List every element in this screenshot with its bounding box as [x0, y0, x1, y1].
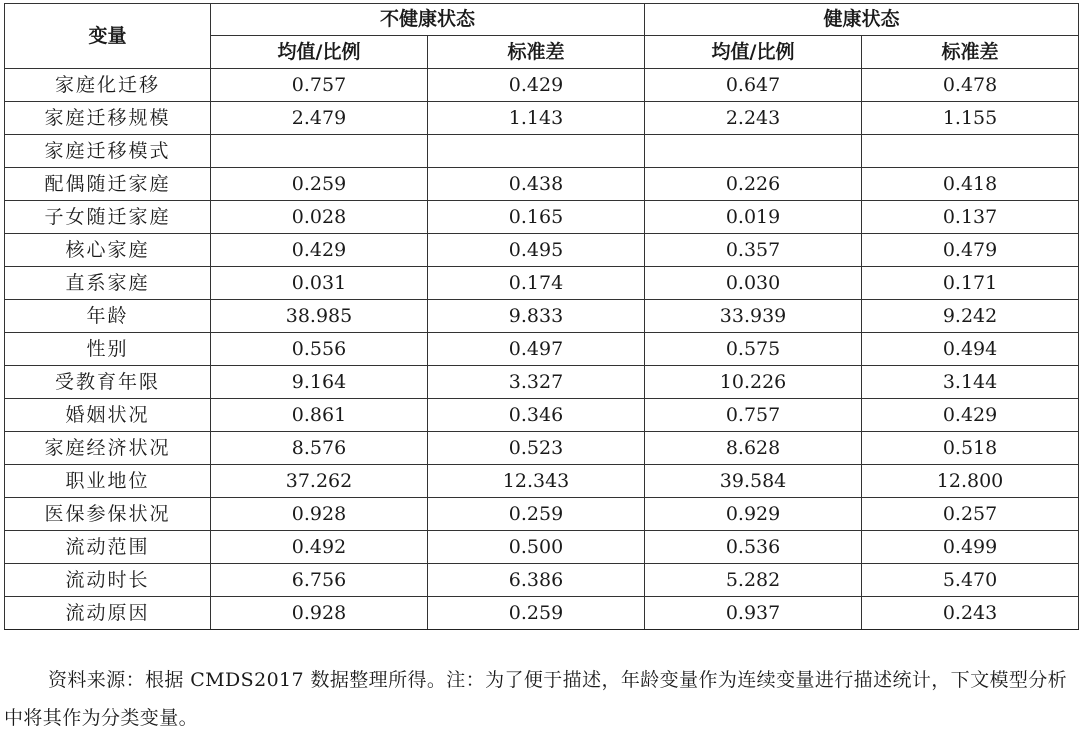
cell-mean-healthy: 33.939	[645, 300, 862, 333]
header-mean-unhealthy: 均值/比例	[211, 36, 428, 69]
cell-sd-healthy: 0.429	[862, 399, 1079, 432]
cell-sd-healthy	[862, 135, 1079, 168]
cell-sd-unhealthy: 0.346	[428, 399, 645, 432]
cell-mean-unhealthy	[211, 135, 428, 168]
table-body	[5, 69, 1079, 630]
cell-sd-unhealthy: 12.343	[428, 465, 645, 498]
cell-sd-healthy: 0.171	[862, 267, 1079, 300]
cell-sd-healthy: 12.800	[862, 465, 1079, 498]
table-row	[5, 135, 1079, 168]
row-label: 流动原因	[5, 597, 211, 630]
row-label: 医保参保状况	[5, 498, 211, 531]
cell-mean-healthy: 0.575	[645, 333, 862, 366]
cell-sd-healthy: 1.155	[862, 102, 1079, 135]
header-variable: 变量	[5, 4, 211, 69]
row-label: 婚姻状况	[5, 399, 211, 432]
row-label: 流动时长	[5, 564, 211, 597]
cell-mean-healthy: 0.929	[645, 498, 862, 531]
cell-mean-healthy: 0.757	[645, 399, 862, 432]
cell-mean-healthy: 2.243	[645, 102, 862, 135]
cell-sd-healthy: 9.242	[862, 300, 1079, 333]
cell-mean-healthy: 8.628	[645, 432, 862, 465]
cell-mean-healthy: 0.937	[645, 597, 862, 630]
row-label: 家庭迁移规模	[5, 102, 211, 135]
row-label: 家庭经济状况	[5, 432, 211, 465]
table-row	[5, 432, 1079, 465]
table-row	[5, 102, 1079, 135]
table-row	[5, 597, 1079, 630]
cell-mean-unhealthy: 0.556	[211, 333, 428, 366]
cell-mean-unhealthy: 0.259	[211, 168, 428, 201]
table-row	[5, 366, 1079, 399]
cell-sd-unhealthy: 0.174	[428, 267, 645, 300]
header-group-unhealthy: 不健康状态	[211, 4, 645, 36]
cell-sd-healthy: 0.518	[862, 432, 1079, 465]
cell-mean-healthy: 39.584	[645, 465, 862, 498]
row-label: 配偶随迁家庭	[5, 168, 211, 201]
cell-mean-unhealthy: 0.928	[211, 498, 428, 531]
table-row	[5, 498, 1079, 531]
cell-mean-unhealthy: 0.861	[211, 399, 428, 432]
row-label: 受教育年限	[5, 366, 211, 399]
cell-mean-unhealthy: 0.031	[211, 267, 428, 300]
cell-sd-unhealthy: 9.833	[428, 300, 645, 333]
row-label: 直系家庭	[5, 267, 211, 300]
cell-mean-unhealthy: 6.756	[211, 564, 428, 597]
cell-mean-healthy: 0.226	[645, 168, 862, 201]
cell-sd-unhealthy: 0.259	[428, 597, 645, 630]
row-label: 职业地位	[5, 465, 211, 498]
cell-sd-unhealthy: 0.523	[428, 432, 645, 465]
row-label: 子女随迁家庭	[5, 201, 211, 234]
cell-mean-unhealthy: 37.262	[211, 465, 428, 498]
table-row	[5, 69, 1079, 102]
row-label: 性别	[5, 333, 211, 366]
cell-mean-healthy: 0.357	[645, 234, 862, 267]
row-label: 年龄	[5, 300, 211, 333]
table-row	[5, 234, 1079, 267]
cell-mean-unhealthy: 9.164	[211, 366, 428, 399]
cell-mean-healthy: 5.282	[645, 564, 862, 597]
cell-sd-unhealthy: 0.438	[428, 168, 645, 201]
cell-mean-unhealthy: 0.757	[211, 69, 428, 102]
cell-mean-healthy: 0.030	[645, 267, 862, 300]
cell-sd-healthy: 0.243	[862, 597, 1079, 630]
cell-sd-unhealthy: 0.165	[428, 201, 645, 234]
cell-sd-healthy: 0.257	[862, 498, 1079, 531]
cell-mean-unhealthy: 0.928	[211, 597, 428, 630]
cell-sd-healthy: 0.494	[862, 333, 1079, 366]
cell-sd-unhealthy: 0.497	[428, 333, 645, 366]
header-sd-unhealthy: 标准差	[428, 36, 645, 69]
cell-sd-healthy: 0.137	[862, 201, 1079, 234]
cell-mean-healthy	[645, 135, 862, 168]
cell-sd-healthy: 5.470	[862, 564, 1079, 597]
cell-sd-unhealthy: 6.386	[428, 564, 645, 597]
cell-sd-unhealthy: 1.143	[428, 102, 645, 135]
cell-mean-unhealthy: 8.576	[211, 432, 428, 465]
descriptive-stats-table	[4, 3, 1079, 630]
cell-mean-unhealthy: 2.479	[211, 102, 428, 135]
table-row	[5, 300, 1079, 333]
cell-sd-healthy: 0.499	[862, 531, 1079, 564]
table-row	[5, 564, 1079, 597]
table-row	[5, 399, 1079, 432]
cell-mean-unhealthy: 0.492	[211, 531, 428, 564]
row-label: 家庭迁移模式	[5, 135, 211, 168]
header-mean-healthy: 均值/比例	[645, 36, 862, 69]
table-row	[5, 333, 1079, 366]
table-row	[5, 531, 1079, 564]
table-row	[5, 267, 1079, 300]
row-label: 家庭化迁移	[5, 69, 211, 102]
table-row	[5, 201, 1079, 234]
cell-sd-unhealthy: 0.259	[428, 498, 645, 531]
cell-sd-healthy: 0.418	[862, 168, 1079, 201]
table-row	[5, 465, 1079, 498]
cell-mean-healthy: 0.647	[645, 69, 862, 102]
header-group-healthy: 健康状态	[645, 4, 1079, 36]
cell-mean-healthy: 0.019	[645, 201, 862, 234]
cell-mean-unhealthy: 0.429	[211, 234, 428, 267]
cell-sd-unhealthy	[428, 135, 645, 168]
cell-mean-unhealthy: 0.028	[211, 201, 428, 234]
cell-sd-healthy: 0.478	[862, 69, 1079, 102]
header-sd-healthy: 标准差	[862, 36, 1079, 69]
row-label: 核心家庭	[5, 234, 211, 267]
source-note: 资料来源：根据 CMDS2017 数据整理所得。注：为了便于描述，年龄变量作为连续变量进行描述统计，下文模型分析中将其作为分类变量。	[4, 669, 1068, 729]
cell-mean-healthy: 0.536	[645, 531, 862, 564]
table-row	[5, 168, 1079, 201]
cell-sd-unhealthy: 0.500	[428, 531, 645, 564]
cell-sd-unhealthy: 0.429	[428, 69, 645, 102]
cell-sd-healthy: 0.479	[862, 234, 1079, 267]
cell-sd-unhealthy: 3.327	[428, 366, 645, 399]
row-label: 流动范围	[5, 531, 211, 564]
cell-sd-healthy: 3.144	[862, 366, 1079, 399]
cell-sd-unhealthy: 0.495	[428, 234, 645, 267]
cell-mean-healthy: 10.226	[645, 366, 862, 399]
cell-mean-unhealthy: 38.985	[211, 300, 428, 333]
